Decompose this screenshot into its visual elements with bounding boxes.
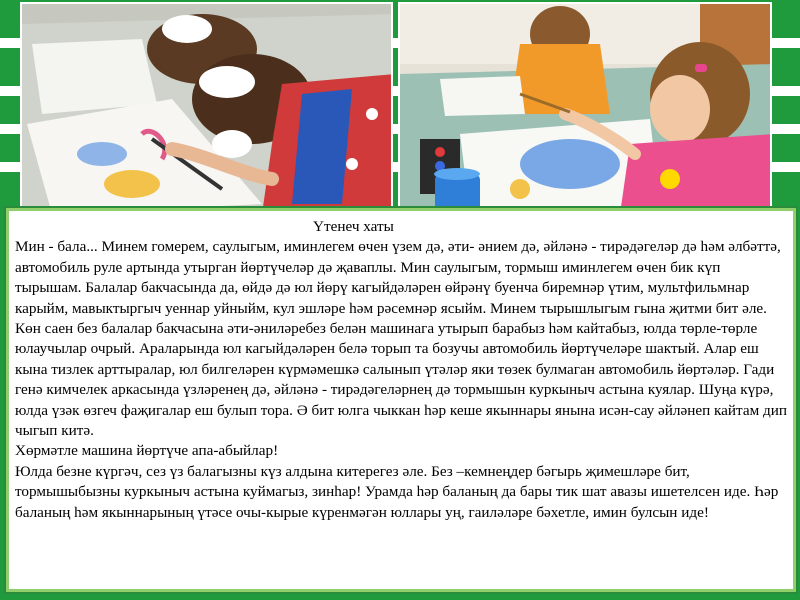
letter-paragraph-3: Юлда безне күргәч, сез үз балагызны күз алдына китерегез әле. Без –кемнеңдер бәгырь җимешләре бит, тормышыбызны куркыныч астына куймагыз, зинһар! Урамда һәр баланың да бары тик шат авазы ишетелсен иде. Һәр баланың һәм якыннарының үтәсе очы-кырые күренмәгән юллары уң, гаиләләре бәхетле, имин булсын иде! bbox=[15, 462, 779, 521]
letter-paragraph-2: Хөрмәтле машина йөртүче апа-абыйлар! bbox=[15, 442, 279, 460]
letter-card bbox=[6, 208, 796, 592]
letter-title: Үтенеч хаты bbox=[313, 218, 394, 235]
girl-painting-photo bbox=[398, 2, 772, 212]
children-painting-photo bbox=[20, 2, 393, 212]
letter-paragraph-1: Мин - бала... Минем гомерем, саулыгым, иминлегем өчен үзем дә, әти- әнием дә, әйләнә - тирәдәгеләр дә һәм әлбәттә, автомобиль руле артында утырган йөртүчеләр дә җаваплы. Мин саулыгым, тормыш иминлегем өчен бик күп тырышам. Балалар бакчасында да, өйдә дә юл йөрү кагыйдәләрен өйрәнү буенча биремнәр үтим, мультфильмнар карыйм, мавыктыргыч уеннар уйныйм, кул эшләре һәм рәсемнәр ясыйм. Минем тырышлыгым гына җитми бит әле. Көн саен без балалар бакчасына әти-әниләребез белән машинага утырып барабыз һәм кайтабыз, юлда төрле-төрле юлаучылар очрый. Араларында юл кагыйдәләрен белә торып та бозучы автомобиль йөртүчеләре шактый. Алар еш кына тизлек арттыралар, юл билгеләрен күрмәмешкә салынып үтәләр яки төзек булмаган автомобиль йөртәләр. Гади генә кимчелек аркасында үзләренең дә, әйләнә - тирәдәгеләрнең дә тормышын куркыныч астына куялар. Шуңа күрә, юлда үзәк өзгеч фаҗигалар еш булып тора. Ә бит юлга чыккан һәр кеше якыннары янына исән-сау әйләнеп кайтам дип чыгып китә. bbox=[15, 238, 788, 440]
